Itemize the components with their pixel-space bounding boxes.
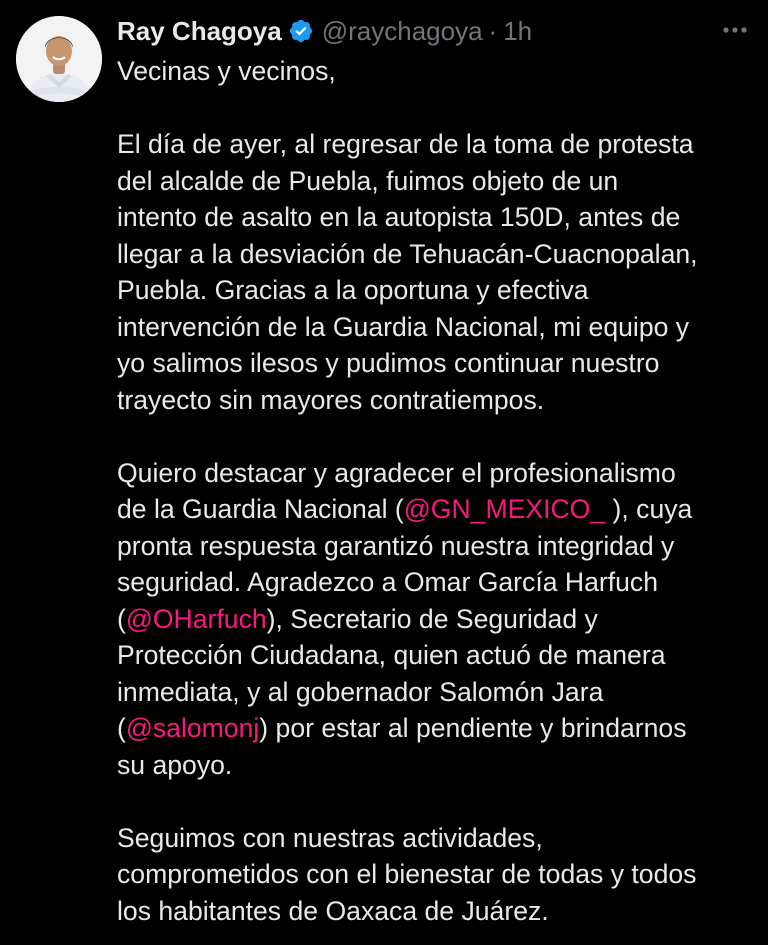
text-line: Puebla. Gracias a la oportuna y efectiva [117,275,589,305]
text-line [117,491,757,528]
text-line: El día de ayer, al regresar de la toma de protesta [117,129,694,159]
mention-salomonj[interactable]: @salomonj [125,713,260,743]
text-fragment: de la Guardia Nacional ( [117,494,404,524]
text-line: intento de asalto en la autopista 150D, antes de [117,202,681,232]
verified-badge-icon[interactable] [288,18,314,44]
text-fragment: ) por estar al pendiente y brindarnos [259,713,687,743]
text-line: los habitantes de Oaxaca de Juárez. [117,895,549,926]
text-fragment: ( [117,713,126,743]
text-line: intervención de la Guardia Nacional, mi equipo y [117,311,690,342]
avatar-photo [16,16,102,102]
text-fragment: ), cuya [605,494,693,524]
text-line: yo salimos ilesos y pudimos continuar nuestro [117,348,660,378]
text-line [117,710,757,747]
text-line: llegar a la desviación de Tehuacán-Cuacnopalan, [117,238,698,269]
tweet-text [117,53,757,929]
avatar[interactable] [16,16,102,102]
timestamp[interactable]: 1h [503,15,533,46]
text-line: inmediata, y al gobernador Salomón Jara [117,676,604,707]
text-fragment: ), Secretario de Seguridad y [266,603,598,634]
text-line: Seguimos con nuestras actividades, [117,822,543,853]
text-line: trayecto sin mayores contratiempos. [117,384,545,415]
text-line [117,601,757,638]
text-line: Quiero destacar y agradecer el profesionalismo [117,457,676,488]
text-line: pronta respuesta garantizó nuestra integridad y [117,530,675,561]
author-handle[interactable]: @raychagoya [321,15,483,46]
text-line: del alcalde de Puebla, fuimos objeto de un [117,165,619,196]
text-line: seguridad. Agradezco a Omar García Harfuch [117,567,659,597]
header-separator: · [488,15,498,46]
text-fragment: ( [117,603,126,634]
text-line: Protección Ciudadana, quien actuó de manera [117,640,666,670]
text-line: comprometidos con el bienestar de todas y todos [117,859,697,889]
text-line: su apoyo. [117,749,233,780]
mention-gn-mexico[interactable]: @GN_MEXICO_ [403,494,606,524]
more-options-icon[interactable] [720,18,750,42]
greeting-line: Vecinas y vecinos, [117,56,336,86]
tweet-header [117,14,532,48]
author-name[interactable]: Ray Chagoya [117,15,282,46]
mention-oharfuch[interactable]: @OHarfuch [125,603,267,634]
